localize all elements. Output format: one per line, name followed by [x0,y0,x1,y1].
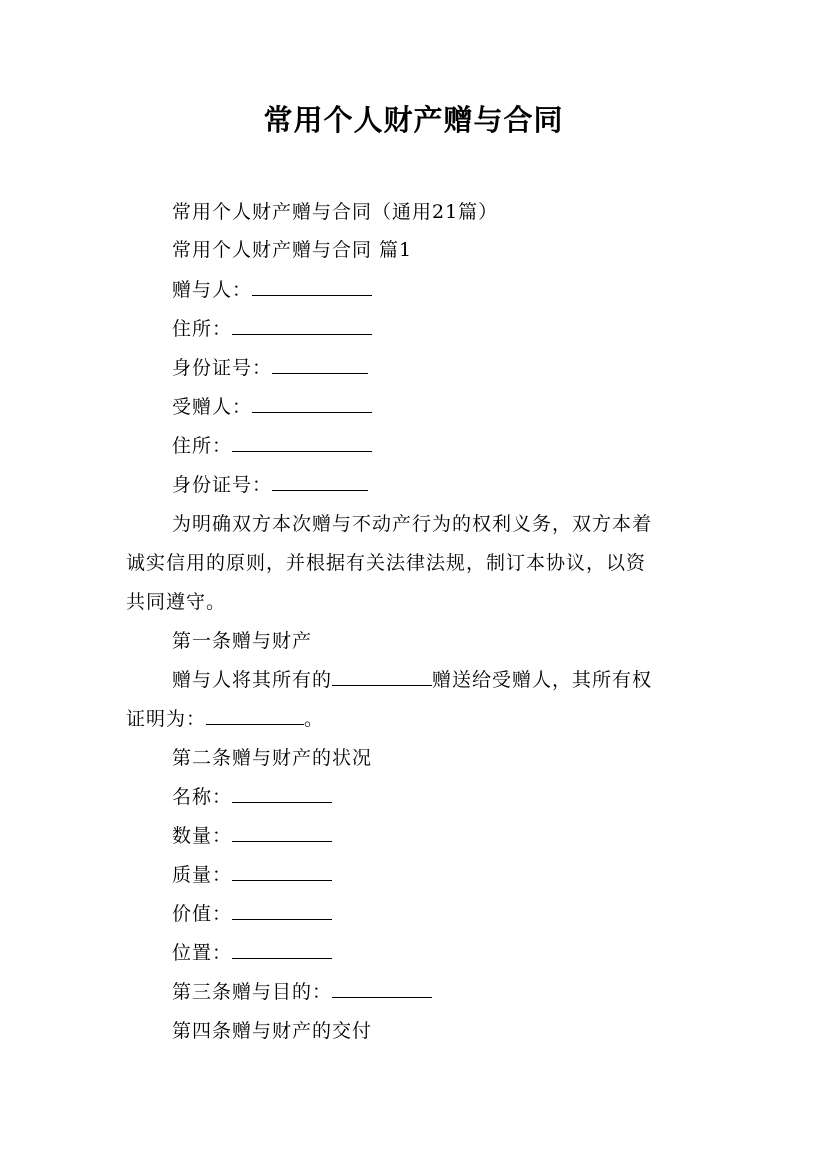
property-name-label: 名称： [172,786,233,808]
donee-id-label: 身份证号： [172,474,273,496]
property-value-label: 价值： [172,903,233,925]
donor-address-line [172,317,372,341]
property-location-blank[interactable] [232,942,332,959]
article1-line-2 [126,707,324,731]
donor-name-blank[interactable] [252,279,372,296]
donee-id-line [172,473,368,497]
property-quality-line [172,863,332,887]
property-quantity-label: 数量： [172,825,233,847]
donor-address-blank[interactable] [232,318,372,335]
property-location-label: 位置： [172,942,233,964]
property-quantity-line [172,824,332,848]
donee-name-label: 受赠人： [172,396,253,418]
article2-heading: 第二条赠与财产的状况 [172,747,373,769]
property-quality-label: 质量： [172,864,233,886]
donee-address-blank[interactable] [232,435,372,452]
article1-proof-label: 证明为： [126,708,207,730]
donee-address-label: 住所： [172,435,233,457]
donor-name-line [172,278,372,302]
gift-purpose-blank[interactable] [332,981,432,998]
article3-label: 第三条赠与目的： [172,981,333,1003]
property-value-blank[interactable] [232,903,332,920]
preamble-line-3: 共同遵守。 [126,591,227,613]
article4-heading: 第四条赠与财产的交付 [172,1020,373,1042]
donor-address-label: 住所： [172,318,233,340]
article1-period: 。 [304,708,325,730]
gift-property-blank[interactable] [332,669,432,686]
donor-id-blank[interactable] [272,357,368,374]
article1-text-a: 赠与人将其所有的 [172,669,333,691]
property-location-line [172,941,332,965]
document-title: 常用个人财产赠与合同 [263,103,564,137]
donor-name-label: 赠与人： [172,279,253,301]
article1-text-b: 赠送给受赠人，其所有权 [432,669,653,691]
preamble-line-1: 为明确双方本次赠与不动产行为的权利义务，双方本着 [172,513,653,535]
donee-name-blank[interactable] [252,396,372,413]
subtitle: 常用个人财产赠与合同（通用21篇） [172,201,499,223]
donor-id-line [172,356,368,380]
donor-id-label: 身份证号： [172,357,273,379]
article1-heading: 第一条赠与财产 [172,630,313,652]
property-quality-blank[interactable] [232,864,332,881]
ownership-proof-blank[interactable] [206,708,304,725]
donee-name-line [172,395,372,419]
property-name-blank[interactable] [232,786,332,803]
property-value-line [172,902,332,926]
preamble-line-2: 诚实信用的原则，并根据有关法律法规，制订本协议，以资 [126,552,647,574]
section-heading: 常用个人财产赠与合同 篇1 [172,239,413,261]
property-name-line [172,785,332,809]
donee-address-line [172,434,372,458]
donee-id-blank[interactable] [272,474,368,491]
article1-line-1 [172,668,652,692]
article3-line [172,980,432,1004]
property-quantity-blank[interactable] [232,825,332,842]
